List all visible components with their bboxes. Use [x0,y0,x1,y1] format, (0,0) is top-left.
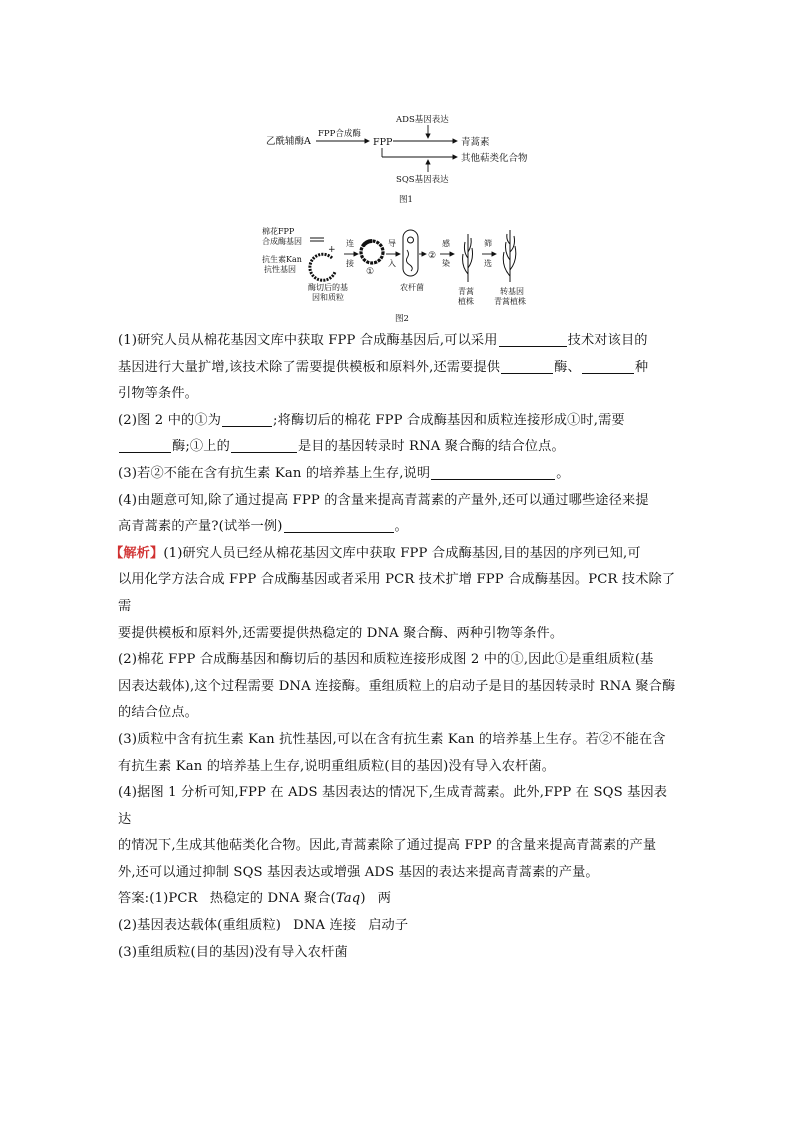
q1-text-d: 酶、 [554,359,581,375]
fig2-circle-2: ② [428,251,437,261]
fig2-plant-1-label-1: 青蒿 [458,287,474,296]
questions-section [118,328,680,541]
q2-text-a: (2)图 2 中的①为 [118,412,222,428]
q1-text-b: 技术对该目的 [567,333,648,348]
fig2-screen-1: 筛 [484,239,492,248]
fig2-kan-label-2: 抗性基因 [264,265,296,274]
analysis-1-line-3 [118,621,680,648]
question-1-line-2 [118,355,680,382]
fig1-artemisinin: 青蒿素 [461,137,490,148]
fig2-import-2: 入 [388,259,396,268]
fig1-fpp-synthase-label: FPP合成酶 [318,129,361,139]
analysis-2-text-b: 因表达载体),这个过程需要 DNA 连接酶。重组质粒上的启动子是目的基因转录时 RNA 聚合酶 [118,678,676,694]
figure-1-pathway [266,110,530,205]
answer-1-taq: Taq [335,891,361,907]
analysis-section [110,541,680,887]
fig1-other-terpenoids: 其他萜类化合物 [461,153,528,164]
q1-text-e: 种 [634,359,649,375]
fig2-infect-1: 感 [442,239,450,248]
answers-label: 答案: [118,891,150,907]
analysis-3-text-b: 有抗生素 Kan 的培养基上生存,说明重组质粒(目的基因)没有导入农杆菌。 [118,758,556,774]
question-1-line-1 [118,328,680,355]
analysis-4-line-1 [118,780,680,833]
analysis-1-text-a: (1)研究人员已经从棉花基因文库中获取 FPP 合成酶基因,目的基因的序列已知,可 [163,545,641,561]
analysis-3-line-1 [118,727,680,754]
fig1-fpp: FPP [373,137,393,148]
fig2-import-1: 导 [388,239,396,248]
fig2-caption: 图2 [395,314,409,324]
question-4-line-2 [118,514,680,541]
analysis-3-text-a: (3)质粒中含有抗生素 Kan 抗性基因,可以在含有抗生素 Kan 的培养基上生存。若②不能在含 [118,731,666,747]
answer-3 [118,940,680,967]
question-1-line-3 [118,381,680,408]
fig1-acetyl-coa: 乙酰辅酶A [266,136,311,147]
fig2-plant-1 [463,234,473,282]
fig2-bacterium-dna [406,250,412,271]
fig2-kan-label-1: 抗生素Kan [262,255,302,264]
answer-2-promoter: 启动子 [368,918,409,934]
fig2-screen-2: 选 [484,259,492,268]
fig2-circle-1: ① [366,267,375,277]
answer-3-text: (3)重组质粒(目的基因)没有导入农杆菌 [118,944,348,960]
fig2-infect-2: 染 [442,259,450,268]
answer-2 [118,913,680,940]
fig2-plant-2-label-2: 青蒿植株 [494,297,526,306]
analysis-2-text-c: 的结合位点。 [118,705,199,721]
analysis-2-line-3 [118,700,680,727]
analysis-2-line-2 [118,674,680,701]
answer-2-ligase: DNA 连接 [293,918,357,934]
q4-blank [284,517,394,533]
analysis-4-line-3 [118,860,680,887]
answer-1 [118,886,680,913]
q2-text-c: 酶;①上的 [172,439,230,455]
analysis-3-line-2 [118,754,680,781]
q2-blank-site [231,437,297,453]
fig2-digest-label-2: 因和质粒 [312,293,344,302]
q2-text-d: 是目的基因转录时 RNA 聚合酶的结合位点。 [297,439,565,455]
fig2-plus: + [328,245,336,255]
question-4-line-1 [118,488,680,515]
answer-1-paren: ) [360,891,366,907]
fig2-plasmid-insert [363,241,372,246]
q4-text-c: 。 [394,519,408,535]
fig2-plant-2-label-1: 转基因 [500,287,524,296]
fig2-bacterium-label: 农杆菌 [400,283,424,292]
analysis-4-text-c: 外,还可以通过抑制 SQS 基因表达或增强 ADS 基因的表达来提高青蒿素的产量。 [118,864,599,880]
answers-section [118,886,680,966]
question-3 [118,461,680,488]
q1-text-f: 引物等条件。 [118,386,199,402]
analysis-1-text-c: 要提供模板和原料外,还需要提供热稳定的 DNA 聚合酶、两种引物等条件。 [118,625,564,641]
q1-text-a: (1)研究人员从棉花基因文库中获取 FPP 合成酶基因后,可以采用 [118,333,498,348]
q1-text-c: 基因进行大量扩增,该技术除了需要提供模板和原料外,还需要提供 [118,359,501,375]
fig2-plant-1-label-2: 植株 [458,297,474,306]
q2-blank-enzyme [119,437,171,453]
fig1-ads-label: ADS基因表达 [396,115,449,125]
fig2-digest-label-1: 酶切后的基 [308,283,348,292]
q3-blank [431,464,555,480]
analysis-2-text-a: (2)棉花 FPP 合成酶基因和酶切后的基因和质粒连接形成图 2 中的①,因此①是重组质粒(基 [118,652,654,668]
fig2-ligate-2: 接 [346,259,354,268]
answer-1-polymerase: 热稳定的 DNA 聚合( [209,891,336,907]
fig2-bacterium-plasmid [408,237,414,243]
q2-blank-1 [222,411,272,427]
q3-text-b: 。 [556,465,570,481]
question-2-line-1 [118,408,680,435]
answer-1-pcr: (1)PCR [149,891,198,907]
fig2-ligate-1: 连 [346,239,354,248]
fig2-open-plasmid [310,254,335,280]
analysis-4-text-a: (4)据图 1 分析可知,FPP 在 ADS 基因表达的情况下,生成青蒿素。此外,FPP 在 SQS 基因表达 [118,785,668,827]
q2-text-b: ;将酶切后的棉花 FPP 合成酶基因和质粒连接形成①时,需要 [273,412,625,428]
document-body [110,328,680,966]
fig1-sqs-label: SQS基因表达 [396,175,449,185]
answer-2-vector: (2)基因表达载体(重组质粒) [118,918,282,934]
analysis-4-line-2 [118,833,680,860]
analysis-1-line-2 [118,567,680,620]
q1-blank-primer-count [582,358,634,374]
q3-text-a: (3)若②不能在含有抗生素 Kan 的培养基上生存,说明 [118,465,431,481]
analysis-4-text-b: 的情况下,生成其他萜类化合物。因此,青蒿素除了通过提高 FPP 的含量来提高青蒿素的产量 [118,838,657,854]
figure-2-transgenic-process [262,224,534,324]
fig2-gene-label-1: 棉花FPP [262,227,295,236]
fig1-caption: 图1 [399,195,413,205]
fig2-plant-2 [503,230,516,282]
q1-blank-technique [499,331,567,347]
q4-text-a: (4)由题意可知,除了通过提高 FPP 的含量来提高青蒿素的产量外,还可以通过哪些途径来提 [118,492,649,508]
answer-1-two: 两 [377,891,392,907]
analysis-1-line-1 [110,541,680,568]
fig2-gene-label-2: 合成酶基因 [262,237,302,246]
analysis-1-text-b: 以用化学方法合成 FPP 合成酶基因或者采用 PCR 技术扩增 FPP 合成酶基因。PCR 技术除了需 [118,572,676,614]
analysis-label: 【解析】 [110,545,164,561]
q1-blank-enzyme [501,358,553,374]
q4-text-b: 高青蒿素的产量?(试举一例) [118,519,283,535]
analysis-2-line-1 [118,647,680,674]
question-2-line-2 [118,434,680,461]
